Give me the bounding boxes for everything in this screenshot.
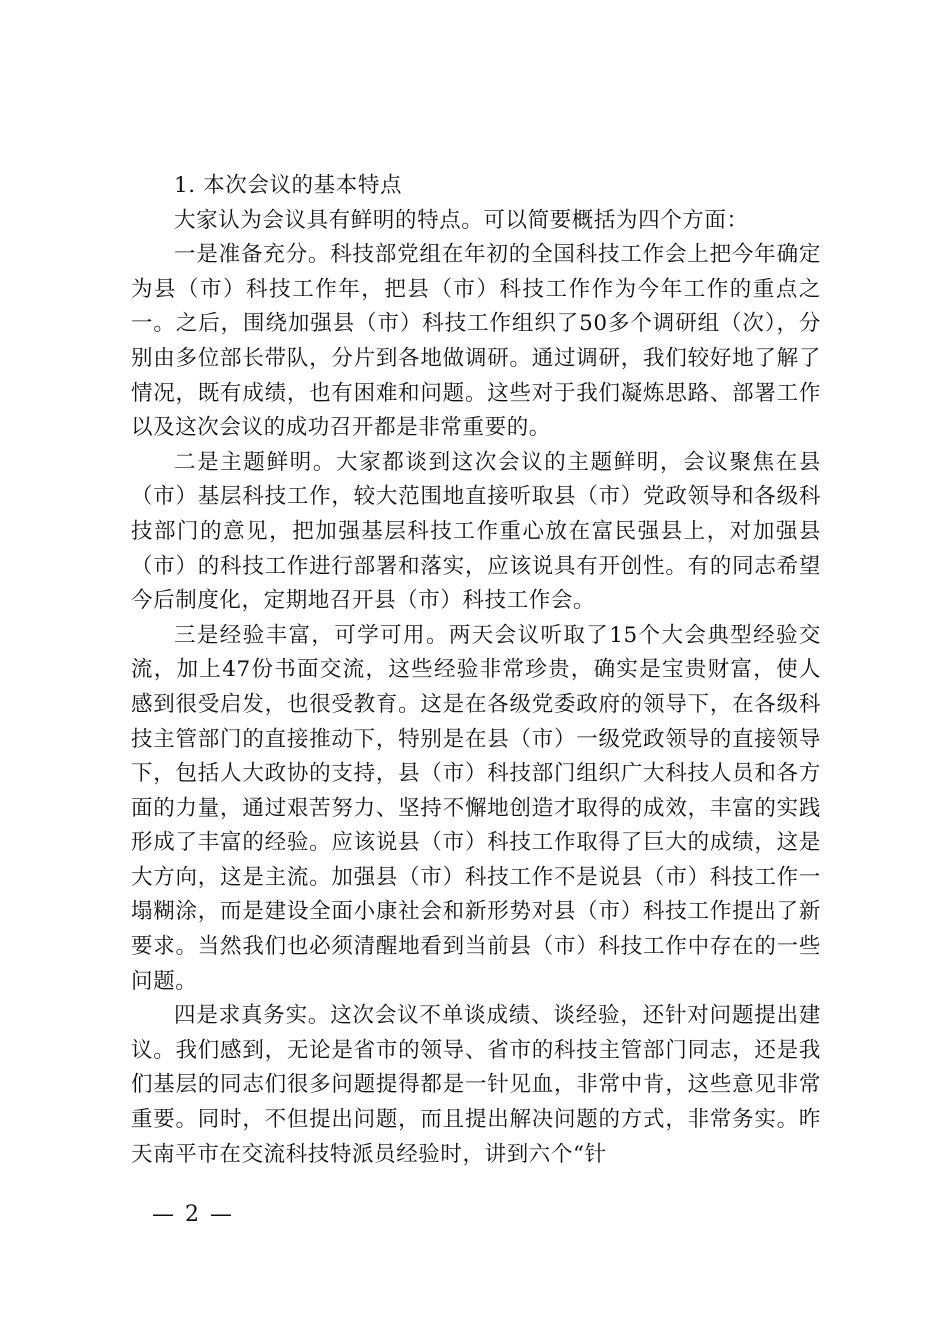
page-number: — 2 — [152,1202,234,1227]
paragraph-point-2: 二是主题鲜明。大家都谈到这次会议的主题鲜明，会议聚焦在县（市）基层科技工作，较大范围地直接听取县（市）党政领导和各级科技部门的意见，把加强基层科技工作重心放在富民强县上，对加强县（市）的科技工作进行部署和落实，应该说具有开创性。有的同志希望今后制度化，定期地召开县（市）科技工作会。 [131,449,821,614]
paragraph-intro: 大家认为会议具有鲜明的特点。可以简要概括为四个方面： [174,207,749,233]
paragraph-point-3: 三是经验丰富，可学可用。两天会议听取了15个大会典型经验交流，加上47份书面交流，这些经验非常珍贵，确实是宝贵财富，使人感到很受启发，也很受教育。这是在各级党委政府的领导下，在各级科技主管部门的直接推动下，特别是在县（市）一级党政领导的直接领导下，包括人大政协的支持，县（市）科技部门组织广大科技人员和各方面的力量，通过艰苦努力、坚持不懈地创造才取得的成效，丰富的实践形成了丰富的经验。应该说县（市）科技工作取得了巨大的成绩，这是大方向，这是主流。加强县（市）科技工作不是说县（市）科技工作一塌糊涂，而是建设全面小康社会和新形势对县（市）科技工作提出了新要求。当然我们也必须清醒地看到当前县（市）科技工作中存在的一些问题。 [131,622,821,994]
paragraph-point-4: 四是求真务实。这次会议不单谈成绩、谈经验，还针对问题提出建议。我们感到，无论是省市的领导、省市的科技主管部门同志，还是我们基层的同志们很多问题提得都是一针见血，非常中肯，这些意见非常重要。同时，不但提出问题，而且提出解决问题的方式，非常务实。昨天南平市在交流科技特派员经验时，讲到六个“针 [131,1003,821,1167]
document-body [131,169,821,1172]
section-heading: 1. 本次会议的基本特点 [174,173,403,198]
paragraph-point-1: 一是准备充分。科技部党组在年初的全国科技工作会上把今年确定为县（市）科技工作年，把县（市）科技工作作为今年工作的重点之一。之后，围绕加强县（市）科技工作组织了50多个调研组（次），分别由多位部长带队，分片到各地做调研。通过调研，我们较好地了解了情况，既有成绩，也有困难和问题。这些对于我们凝炼思路、部署工作以及这次会议的成功召开都是非常重要的。 [131,242,821,441]
